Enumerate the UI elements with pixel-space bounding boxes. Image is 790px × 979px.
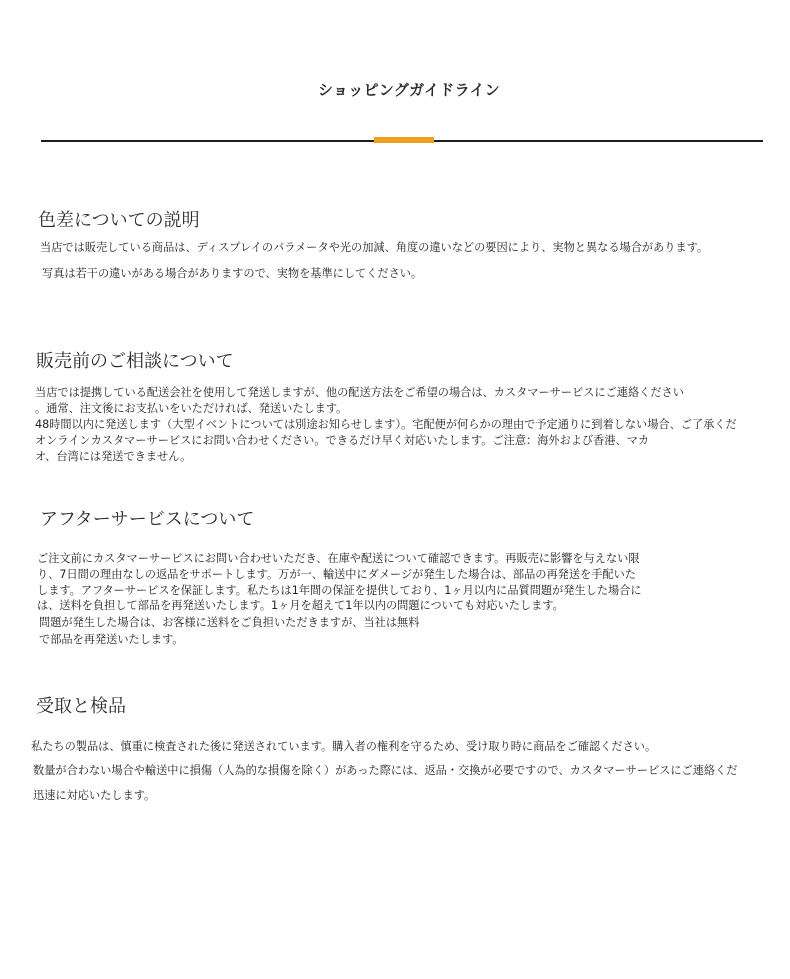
heading-color-difference: 色差についての説明 <box>38 210 200 231</box>
heading-receipt-inspection: 受取と検品 <box>36 696 126 717</box>
heading-after-service: アフターサービスについて <box>40 509 255 530</box>
paragraph-line: ご注文前にカスタマーサービスにお問い合わせいただき、在庫や配送について確認できます。再販売に影響を与えない限 <box>37 552 640 565</box>
paragraph-line: り、7日間の理由なしの返品をサポートします。万が一、輸送中にダメージが発生した場合は、部品の再発送を手配いた <box>37 568 636 581</box>
paragraph-line: で部品を再発送いたします。 <box>39 633 184 646</box>
paragraph-line: 48時間以内に発送します（大型イベントについては別途お知らせします）。宅配便が何らかの理由で予定通りに到着しない場合、ご了承くだ <box>35 418 737 431</box>
paragraph-line: 当店では販売している商品は、ディスプレイのパラメータや光の加減、角度の違いなどの要因により、実物と異なる場合があります。 <box>40 241 709 254</box>
paragraph-line: します。アフターサービスを保証します。私たちは1年間の保証を提供しており、1ヶ月以内に品質問題が発生した場合に <box>37 584 642 597</box>
paragraph-line: 迅速に対応いたします。 <box>33 789 156 802</box>
paragraph-line: は、送料を負担して部品を再発送いたします。1ヶ月を超えて1年以内の問題についても対応いたします。 <box>37 599 564 612</box>
title-accent-bar <box>374 137 434 143</box>
paragraph-line: 数量が合わない場合や輸送中に損傷（人為的な損傷を除く）があった際には、返品・交換が必要ですので、カスタマーサービスにご連絡くだ <box>33 764 738 777</box>
paragraph-line: 私たちの製品は、慎重に検査された後に発送されています。購入者の権利を守るため、受け取り時に商品をご確認ください。 <box>31 740 657 753</box>
paragraph-line: オ、台湾には発送できません。 <box>35 450 192 463</box>
paragraph-line: オンラインカスタマーサービスにお問い合わせください。できるだけ早く対応いたします。ご注意：海外および香港、マカ <box>35 434 650 447</box>
paragraph-line: 当店では提携している配送会社を使用して発送しますが、他の配送方法をご希望の場合は、カスタマーサービスにご連絡ください <box>35 386 684 399</box>
paragraph-line: 。通常、注文後にお支払いをいただければ、発送いたします。 <box>35 402 348 415</box>
paragraph-line: 問題が発生した場合は、お客様に送料をご負担いただきますが、当社は無料 <box>39 616 420 629</box>
page-title: ショッピングガイドライン <box>317 81 501 99</box>
heading-pre-sale-consultation: 販売前のご相談について <box>36 351 234 372</box>
paragraph-line: 写真は若干の違いがある場合がありますので、実物を基準にしてください。 <box>42 267 423 280</box>
